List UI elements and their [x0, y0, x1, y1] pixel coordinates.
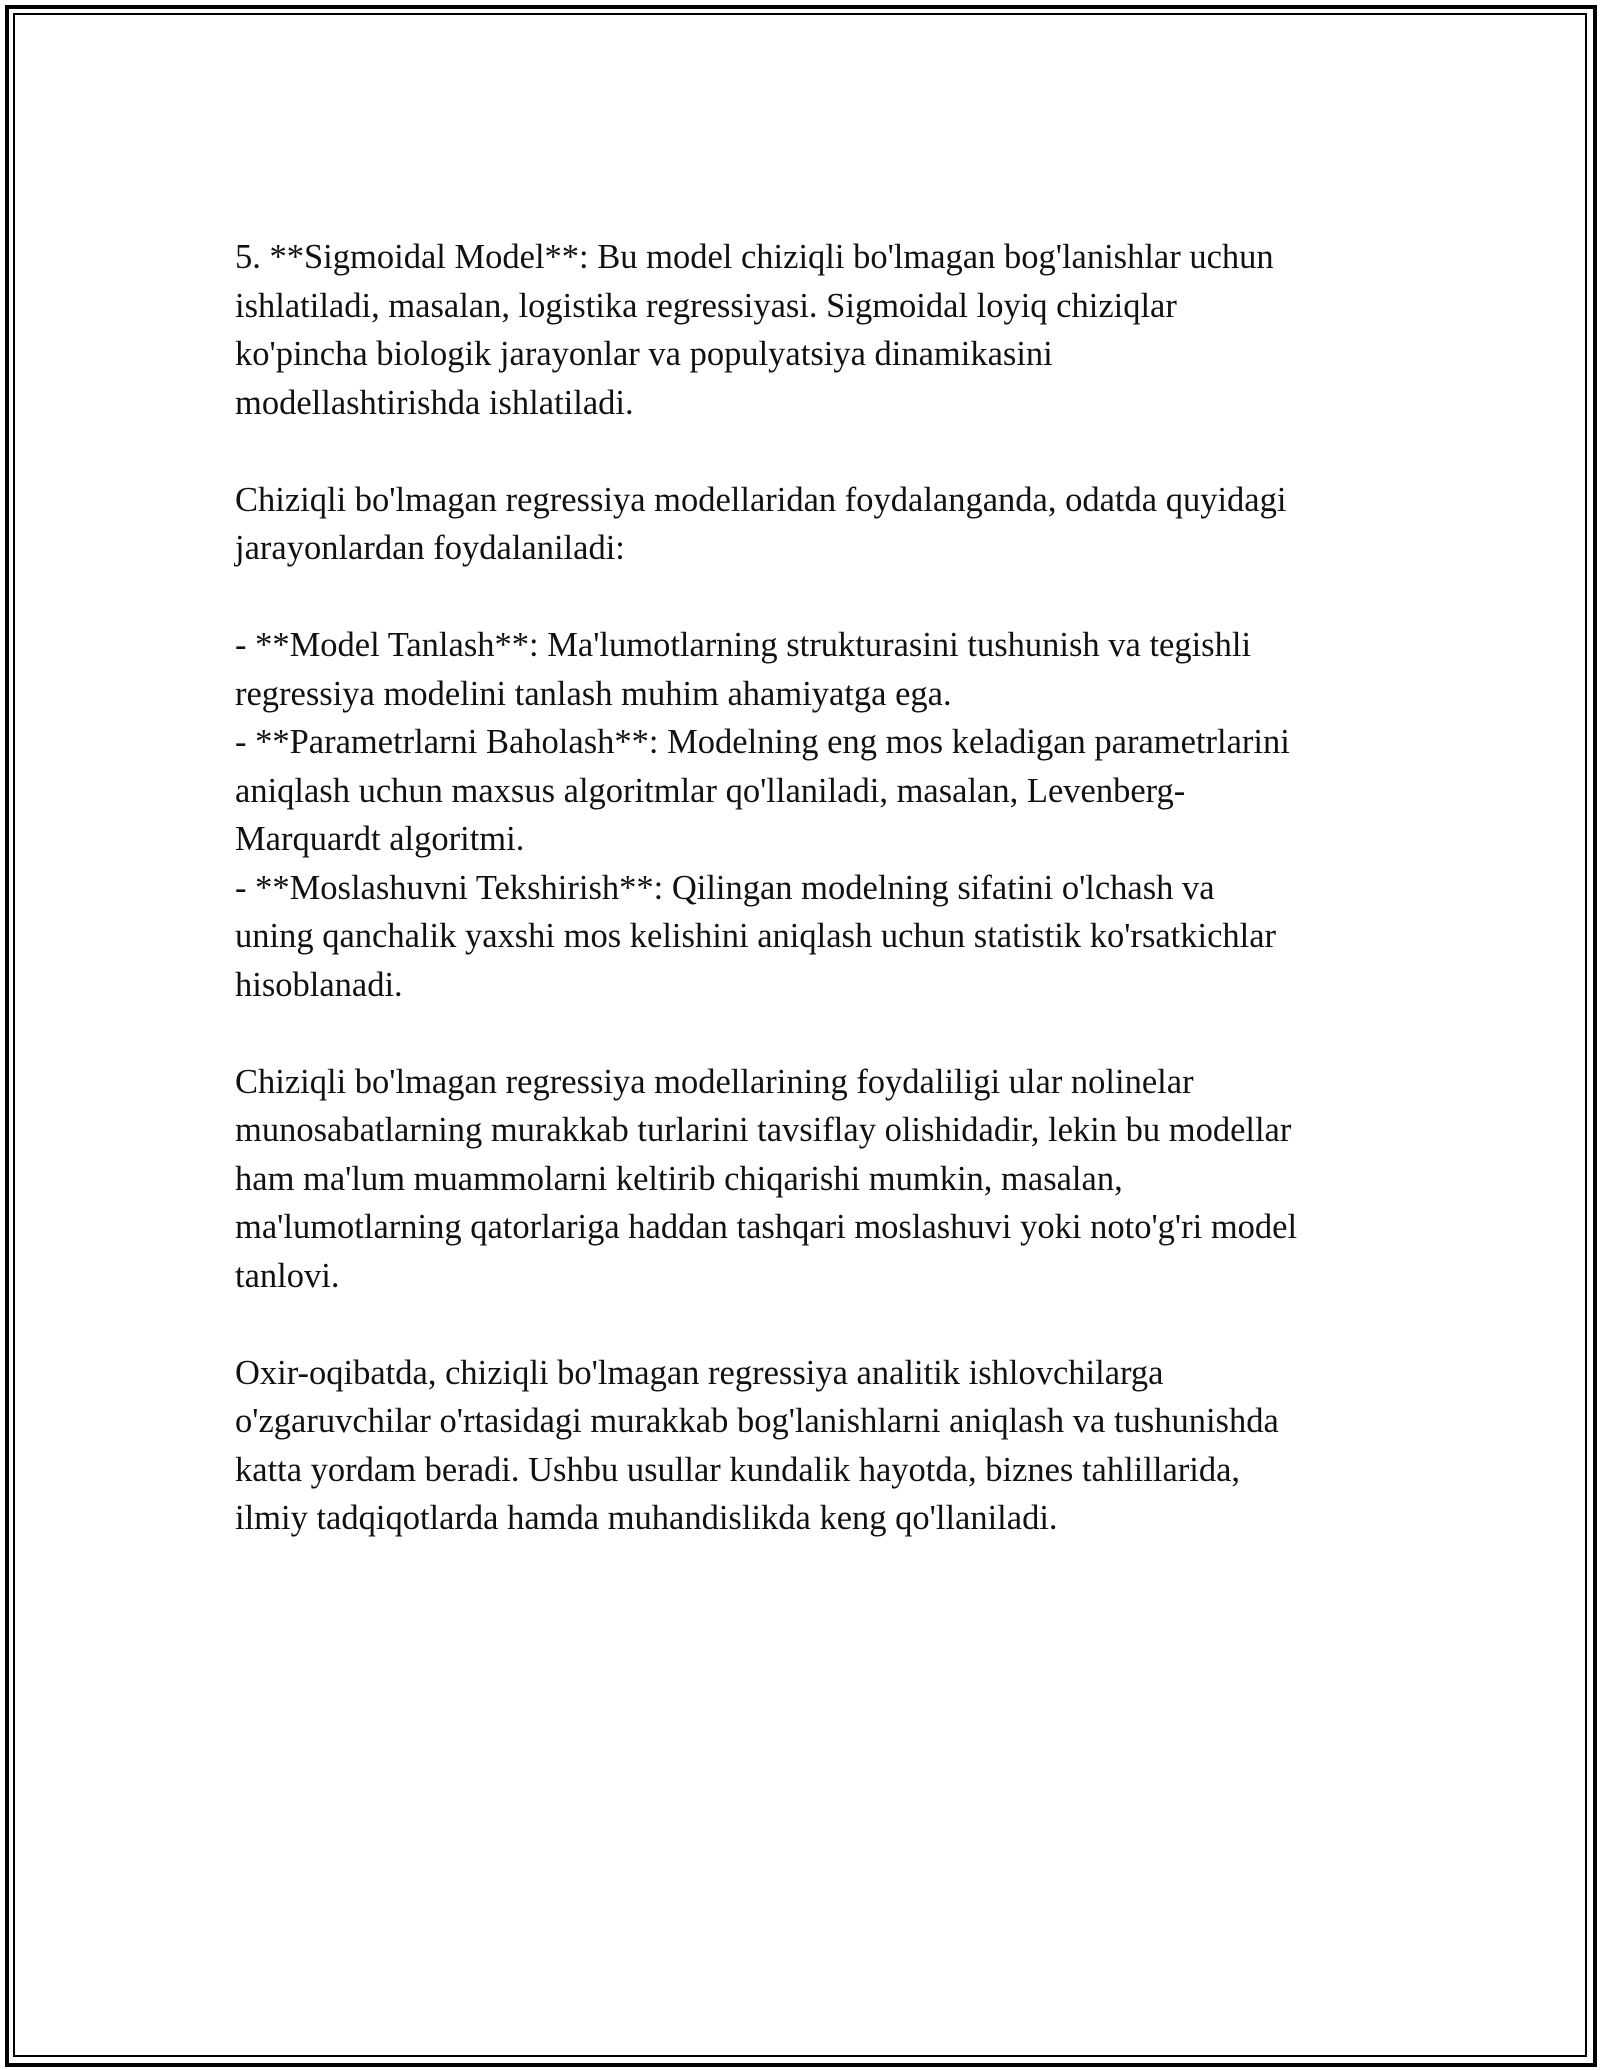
- text-line: Chiziqli bo'lmagan regressiya modellaridan foydalanganda, odatda quyidagi: [235, 480, 1287, 519]
- text-line: ham ma'lum muammolarni keltirib chiqarishi mumkin, masalan,: [235, 1159, 1123, 1198]
- list-item-model-selection: [235, 621, 1375, 718]
- text-line: ma'lumotlarning qatorlariga haddan tashqari moslashuvi yoki noto'g'ri model: [235, 1208, 1298, 1246]
- text-line: katta yordam beradi. Ushbu usullar kundalik hayotda, biznes tahlillarida,: [235, 1450, 1241, 1489]
- text-line: Chiziqli bo'lmagan regressiya modellarining foydaliligi ular nolinelar: [235, 1062, 1194, 1101]
- paragraph-conclusion: [235, 1349, 1375, 1543]
- paragraph-usefulness: [235, 1058, 1375, 1301]
- text-line: tanlovi.: [235, 1256, 340, 1295]
- text-line: Oxir-oqibatda, chiziqli bo'lmagan regressiya analitik ishlovchilarga: [235, 1353, 1164, 1392]
- text-line: modellashtirishda ishlatiladi.: [235, 383, 634, 422]
- paragraph-sigmoidal-model: [235, 233, 1375, 427]
- text-line: aniqlash uchun maxsus algoritmlar qo'llaniladi, masalan, Levenberg-: [235, 771, 1186, 810]
- text-line: ko'pincha biologik jarayonlar va populyatsiya dinamikasini: [235, 335, 1053, 373]
- paragraph-process-intro: [235, 476, 1375, 573]
- document-body: [235, 233, 1375, 1543]
- text-line: 5. **Sigmoidal Model**: Bu model chiziqli bo'lmagan bog'lanishlar uchun: [235, 238, 1274, 276]
- text-line: uning qanchalik yaxshi mos kelishini aniqlash uchun statistik ko'rsatkichlar: [235, 917, 1277, 955]
- text-line: jarayonlardan foydalaniladi:: [235, 529, 625, 567]
- text-line: - **Model Tanlash**: Ma'lumotlarning strukturasini tushunish va tegishli: [235, 626, 1252, 664]
- text-line: o'zgaruvchilar o'rtasidagi murakkab bog'lanishlarni aniqlash va tushunishda: [235, 1402, 1279, 1440]
- text-line: ishlatiladi, masalan, logistika regressiyasi. Sigmoidal loyiq chiziqlar: [235, 286, 1177, 325]
- process-list: [235, 621, 1375, 1009]
- text-line: regressiya modelini tanlash muhim ahamiyatga ega.: [235, 674, 952, 713]
- text-line: hisoblanadi.: [235, 965, 403, 1004]
- text-line: - **Moslashuvni Tekshirish**: Qilingan modelning sifatini o'lchash va: [235, 868, 1215, 907]
- text-line: munosabatlarning murakkab turlarini tavsiflay olishidadir, lekin bu modellar: [235, 1111, 1292, 1149]
- text-line: - **Parametrlarni Baholash**: Modelning eng mos keladigan parametrlarini: [235, 723, 1290, 761]
- list-item-parameter-estimation: [235, 718, 1375, 864]
- text-line: ilmiy tadqiqotlarda hamda muhandislikda keng qo'llaniladi.: [235, 1499, 1058, 1537]
- text-line: Marquardt algoritmi.: [235, 820, 525, 858]
- list-item-fit-checking: [235, 864, 1375, 1010]
